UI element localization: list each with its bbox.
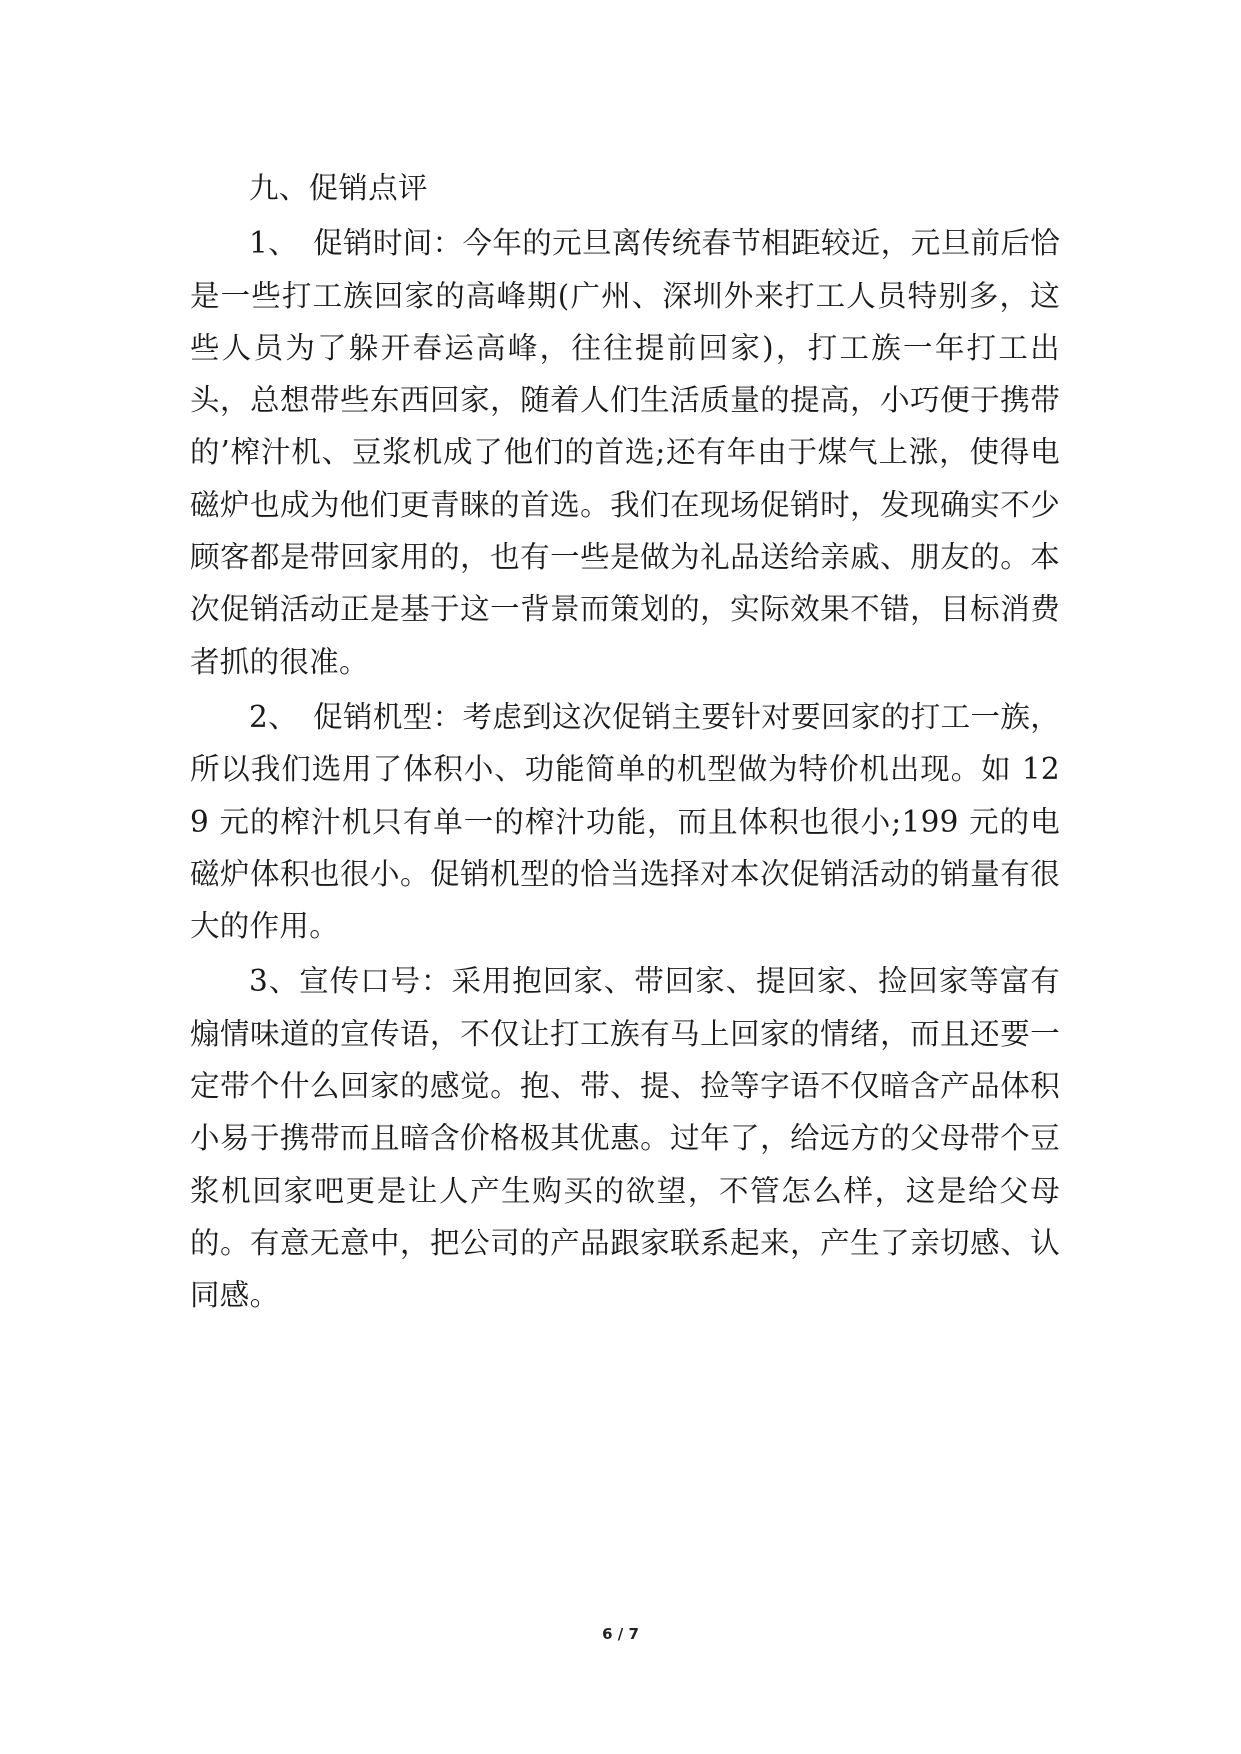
- paragraph-promotion-time: 1、 促销时间：今年的元旦离传统春节相距较近，元旦前后恰是一些打工族回家的高峰期(广州、深圳外来打工人员特别多，这些人员为了躲开春运高峰，往往提前回家)，打工族一年打工出头，总想带些东西回家，随着人们生活质量的提高，小巧便于携带的’榨汁机、豆浆机成了他们的首选;还有年由于煤气上涨，使得电磁炉也成为他们更青睐的首选。我们在现场促销时，发现确实不少顾客都是带回家用的，也有一些是做为礼品送给亲戚、朋友的。本次促销活动正是基于这一背景而策划的，实际效果不错，目标消费者抓的很准。: [190, 226, 1060, 679]
- document-body: [190, 162, 1060, 1322]
- section-title: 九、促销点评: [249, 171, 428, 205]
- page-number: 6 / 7: [602, 1625, 639, 1643]
- paragraph-promotion-models: 2、 促销机型：考虑到这次促销主要针对要回家的打工一族，所以我们选用了体积小、功能简单的机型做为特价机出现。如 129 元的榨汁机只有单一的榨汁功能，而且体积也很小;199 元的电磁炉体积也很小。促销机型的恰当选择对本次促销活动的销量有很大的作用。: [190, 699, 1060, 944]
- paragraph-slogan: 3、宣传口号：采用抱回家、带回家、提回家、捡回家等富有煽情味道的宣传语，不仅让打工族有马上回家的情绪，而且还要一定带个什么回家的感觉。抱、带、提、捡等字语不仅暗含产品体积小易于携带而且暗含价格极其优惠。过年了，给远方的父母带个豆浆机回家吧更是让人产生购买的欲望，不管怎么样，这是给父母的。有意无意中，把公司的产品跟家联系起来，产生了亲切感、认同感。: [190, 964, 1060, 1313]
